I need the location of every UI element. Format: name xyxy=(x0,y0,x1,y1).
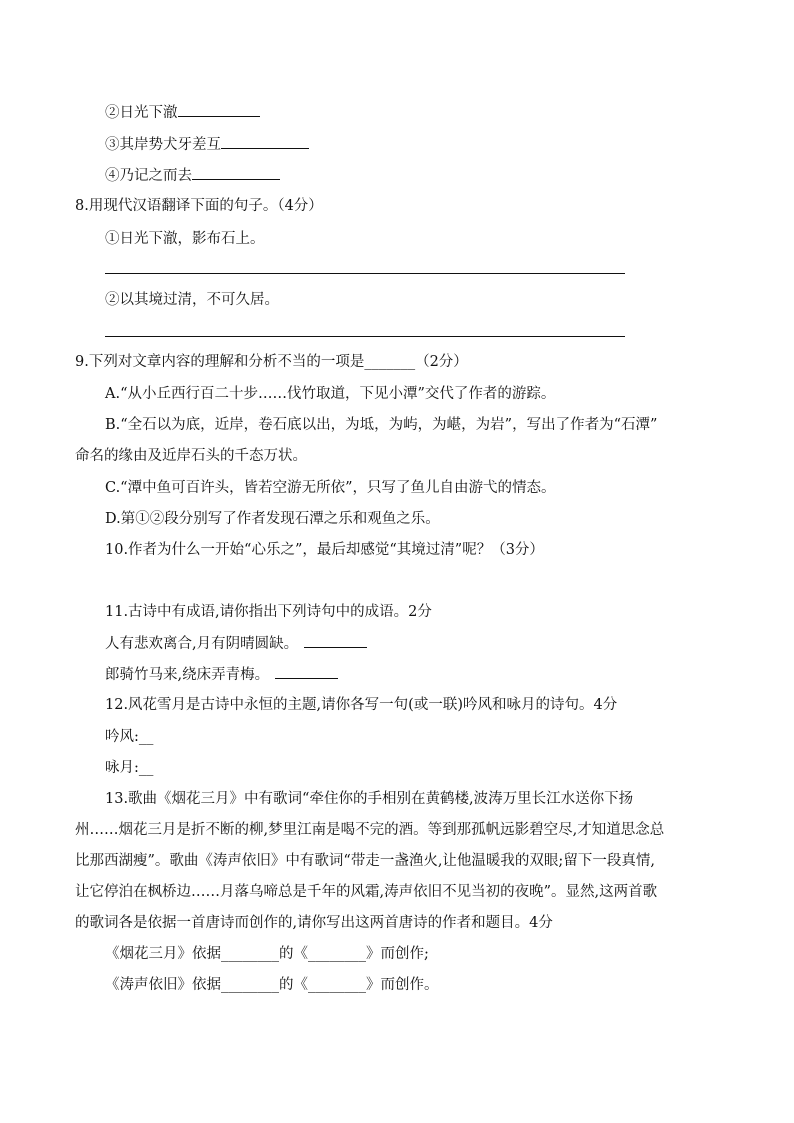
q8-sentence-1: ①日光下澈，影布石上。 xyxy=(105,231,265,247)
q10-title: 10.作者为什么一开始“心乐之”，最后却感觉“其境过清”呢？（3分） xyxy=(105,542,544,558)
q8-title: 8.用现代汉语翻译下面的句子。（4分） xyxy=(75,198,323,214)
q11-title: 11.古诗中有成语,请你指出下列诗句中的成语。2分 xyxy=(105,604,432,620)
q9-option-d: D.第①②段分别写了作者发现石潭之乐和观鱼之乐。 xyxy=(105,511,440,527)
q13-para-line-3: 比那西湖瘦”。歌曲《涛声依旧》中有歌词“带走一盏渔火,让他温暖我的双眼;留下一段真情, xyxy=(75,853,655,869)
q9-option-b-cont: 命名的缘由及近岸石头的千态万状。 xyxy=(75,448,307,464)
q9-option-c: C.“潭中鱼可百许头，皆若空游无所依”，只写了鱼儿自由游弋的情态。 xyxy=(105,480,556,496)
q8-answer-line-1[interactable] xyxy=(105,273,625,274)
q12-moon: 咏月:__ xyxy=(105,760,154,776)
q13-para-line-5: 的歌词各是依据一首唐诗而创作的,请你写出这两首唐诗的作者和题目。4分 xyxy=(75,915,553,931)
q12-title: 12.风花雪月是古诗中永恒的主题,请你各写一句(或一联)吟风和咏月的诗句。4分 xyxy=(105,697,618,713)
q8-answer-line-2[interactable] xyxy=(105,336,625,337)
answer-blank[interactable] xyxy=(192,165,280,180)
q13-para-line-2: 州……烟花三月是折不断的柳,梦里江南是喝不完的酒。等到那孤帆远影碧空尽,才知道思念总 xyxy=(75,822,665,838)
q9-option-a: A.“从小丘西行百二十步……伐竹取道，下见小潭”交代了作者的游踪。 xyxy=(105,386,556,402)
q7-item-4: ④乃记之而去 xyxy=(105,165,280,186)
q8-sentence-2: ②以其境过清，不可久居。 xyxy=(105,292,279,308)
q9-option-b: B.“全石以为底，近岸，卷石底以出，为坻，为屿，为嵁，为岩”，写出了作者为“石潭” xyxy=(105,417,658,433)
q13-para-line-1: 13.歌曲《烟花三月》中有歌词“牵住你的手相别在黄鹤楼,波涛万里长江水送你下扬 xyxy=(105,791,634,807)
q12-wind: 吟风:__ xyxy=(105,729,154,745)
q11-line-1: 人有悲欢离合,月有阴晴圆缺。 xyxy=(105,633,367,654)
q13-para-line-4: 让它停泊在枫桥边……月落乌啼总是千年的风霜,涛声依旧不见当初的夜晚”。显然,这两首歌 xyxy=(75,884,658,900)
q7-item-3: ③其岸势犬牙差互 xyxy=(105,134,309,155)
q13-answer-1: 《烟花三月》依据________的《________》而创作; xyxy=(105,946,429,962)
answer-blank[interactable] xyxy=(178,102,260,117)
answer-blank[interactable] xyxy=(221,134,309,149)
answer-blank[interactable] xyxy=(304,633,367,648)
answer-blank[interactable] xyxy=(275,664,338,679)
q11-line-2: 郎骑竹马来,绕床弄青梅。 xyxy=(105,664,338,685)
q9-title: 9.下列对文章内容的理解和分析不当的一项是_______（2分） xyxy=(75,354,468,370)
q7-item-2: ②日光下澈 xyxy=(105,102,260,123)
q13-answer-2: 《涛声依旧》依据________的《________》而创作。 xyxy=(105,977,439,993)
